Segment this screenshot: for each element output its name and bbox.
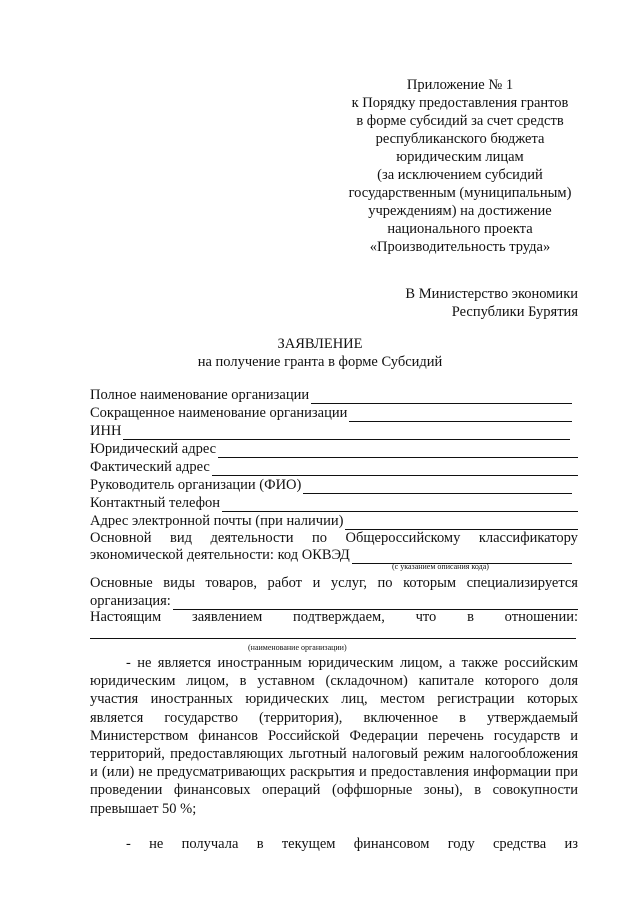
okved-word: деятельности — [210, 530, 294, 546]
appendix-line: республиканского бюджета — [375, 131, 545, 147]
field-short-name[interactable] — [90, 402, 572, 422]
para2-word: в — [256, 836, 264, 852]
okved-hint: (с указанием описания кода) — [392, 562, 489, 571]
field-phone[interactable] — [90, 492, 578, 512]
goods-word: виды — [163, 575, 195, 591]
field-full-name[interactable] — [90, 384, 572, 404]
goods-word: товаров, — [205, 575, 257, 591]
confirm-word: в — [467, 609, 474, 625]
para2-word: году — [447, 836, 475, 852]
document-subtitle: на получение гранта в форме Субсидий — [197, 354, 443, 370]
para2-word: не — [149, 836, 164, 852]
goods-word: и — [312, 575, 321, 591]
okved-word: классификатору — [478, 530, 578, 546]
organization-name-hint: (наименование организации) — [248, 643, 347, 652]
goods-word: Основные — [90, 575, 153, 591]
okved-word: по — [312, 530, 328, 546]
document-title: ЗАЯВЛЕНИЕ — [277, 336, 363, 352]
confirm-word: подтверждаем, — [293, 609, 385, 625]
field-email[interactable] — [90, 510, 578, 530]
field-label: Юридический адрес — [90, 441, 217, 457]
field-label: Полное наименование организации — [90, 387, 310, 403]
para2-word: - — [126, 836, 131, 852]
addressee-line: В Министерство экономики — [405, 286, 578, 302]
confirm-word: Настоящим — [90, 609, 162, 625]
field-director[interactable] — [90, 474, 572, 494]
appendix-line: в форме субсидий за счет средств — [356, 113, 564, 129]
field-label: экономической деятельности: код ОКВЭД — [90, 547, 350, 563]
para2-word: текущем — [281, 836, 336, 852]
appendix-line: «Производительность труда» — [369, 239, 551, 255]
goods-word: услуг, — [330, 575, 367, 591]
appendix-line: (за исключением субсидий — [377, 167, 543, 183]
field-label: Фактический адрес — [90, 459, 210, 475]
appendix-line: к Порядку предоставления грантов — [351, 95, 569, 111]
addressee-block — [405, 285, 578, 321]
organization-name-line[interactable] — [90, 638, 576, 639]
field-okved[interactable] — [90, 544, 572, 564]
goods-word: которым — [403, 575, 457, 591]
okved-word: Общероссийскому — [345, 530, 461, 546]
condition-paragraph-1: - не является иностранным юридическим лицом, а также российским юридическим лицом, в уставном (складочном) капитале которого доля участия иностранных юридических лиц, местом регистрации которых является государство (территория), включенное в утверждаемый Министерством финансов Российской Федерации перечень государств и территорий, предоставляющих льготный налоговый режим налогообложения и (или) не предусматривающих раскрытия и предоставления информации при проведении финансовых операций (оффшорные зоны), в совокупности превышает 50 %; — [90, 655, 578, 817]
field-label: Контактный телефон — [90, 495, 221, 511]
appendix-block — [330, 76, 590, 256]
field-inn[interactable] — [90, 420, 570, 440]
goods-word: по — [377, 575, 393, 591]
confirm-word: отношении: — [504, 609, 578, 625]
goods-word: специализируется — [466, 575, 578, 591]
appendix-line: государственным (муниципальным) — [348, 185, 572, 201]
para2-word: финансовом — [353, 836, 430, 852]
goods-word: работ — [267, 575, 303, 591]
field-label: Руководитель организации (ФИО) — [90, 477, 302, 493]
field-label: Адрес электронной почты (при наличии) — [90, 513, 344, 529]
input-line[interactable] — [345, 515, 578, 530]
field-legal-address[interactable] — [90, 438, 578, 458]
appendix-line: национального проекта — [387, 221, 533, 237]
addressee-line: Республики Бурятия — [451, 304, 578, 320]
okved-word: вид — [170, 530, 193, 546]
appendix-line: учреждениям) на достижение — [368, 203, 552, 219]
okved-word: Основной — [90, 530, 152, 546]
field-goods[interactable] — [90, 590, 578, 610]
field-label: Сокращенное наименование организации — [90, 405, 348, 421]
condition-paragraph-2 — [90, 836, 578, 853]
confirm-word: заявлением — [191, 609, 263, 625]
field-label: организация: — [90, 593, 171, 609]
appendix-line: юридическим лицам — [396, 149, 524, 165]
para2-word: из — [564, 836, 578, 852]
input-line[interactable] — [173, 595, 578, 610]
confirm-word: что — [415, 609, 437, 625]
field-actual-address[interactable] — [90, 456, 578, 476]
para2-word: получала — [181, 836, 239, 852]
appendix-line: Приложение № 1 — [406, 77, 514, 93]
para2-word: средства — [493, 836, 547, 852]
field-label: ИНН — [90, 423, 122, 439]
confirm-line-1 — [90, 609, 578, 626]
